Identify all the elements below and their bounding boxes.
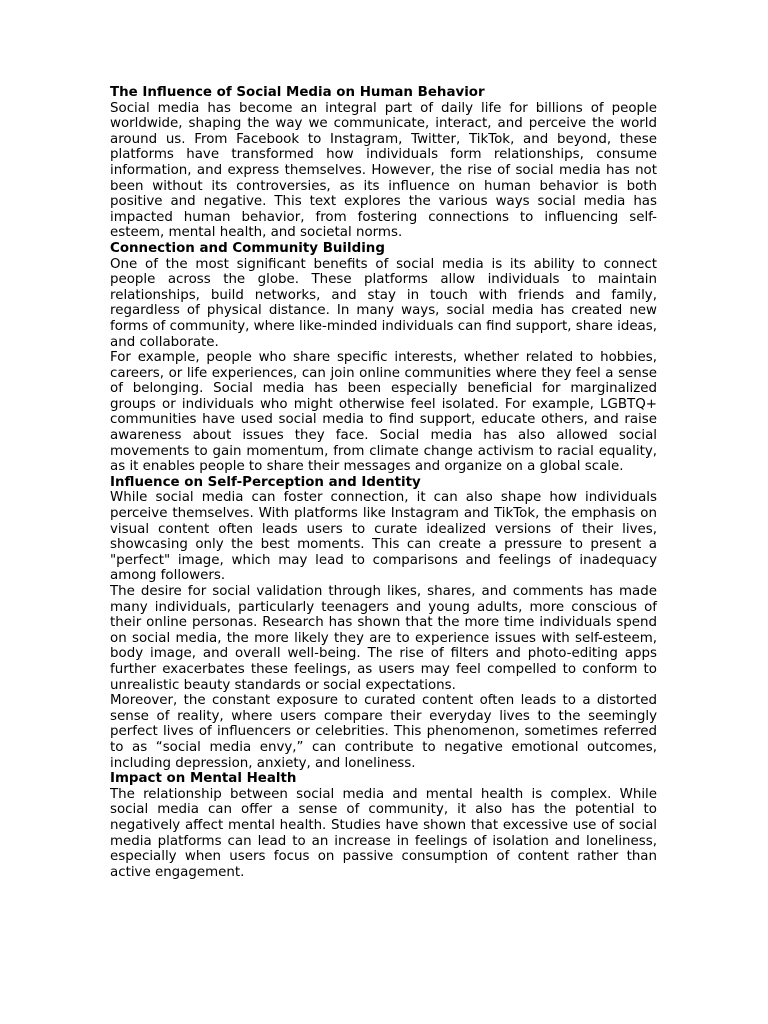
section-paragraph: One of the most significant benefits of social media is its ability to connect people across the globe. These platforms allow individuals to maintain relationships, build networks, and stay in touch with friends and family, regardless of physical distance. In many ways, social media has created new forms of community, where like-minded individuals can find support, share ideas, and collaborate. bbox=[110, 256, 657, 350]
section-heading: Connection and Community Building bbox=[110, 240, 385, 256]
document-page bbox=[110, 85, 657, 880]
intro-paragraph: Social media has become an integral part of daily life for billions of people worldwide, shaping the way we communicate, interact, and perceive the world around us. From Facebook to Instagram, Twitter, TikTok, and beyond, these platforms have transformed how individuals form relationships, consume information, and express themselves. However, the rise of social media has not been without its controversies, as its influence on human behavior is both positive and negative. This text explores the various ways social media has impacted human behavior, from fostering connections to influencing self-esteem, mental health, and societal norms. bbox=[110, 100, 657, 241]
section-self-perception bbox=[110, 475, 657, 771]
document-title: The Influence of Social Media on Human Behavior bbox=[110, 85, 485, 100]
section-mental-health bbox=[110, 771, 657, 880]
section-paragraph: For example, people who share specific interests, whether related to hobbies, careers, or life experiences, can join online communities where they feel a sense of belonging. Social media has been especially beneficial for marginalized groups or individuals who might otherwise feel isolated. For example, LGBTQ+ communities have used social media to find support, educate others, and raise awareness about issues they face. Social media has also allowed social movements to gain momentum, from climate change activism to racial equality, as it enables people to share their messages and organize on a global scale. bbox=[110, 350, 657, 475]
section-paragraph: Moreover, the constant exposure to curated content often leads to a distorted sense of reality, where users compare their everyday lives to the seemingly perfect lives of influencers or celebrities. This phenomenon, sometimes referred to as “social media envy,” can contribute to negative emotional outcomes, including depression, anxiety, and loneliness. bbox=[110, 693, 657, 771]
section-paragraph: While social media can foster connection, it can also shape how individuals perceive themselves. With platforms like Instagram and TikTok, the emphasis on visual content often leads users to curate idealized versions of their lives, showcasing only the best moments. This can create a pressure to present a "perfect" image, which may lead to comparisons and feelings of inadequacy among followers. bbox=[110, 490, 657, 584]
section-connection bbox=[110, 241, 657, 475]
section-heading: Influence on Self-Perception and Identity bbox=[110, 474, 421, 490]
section-heading: Impact on Mental Health bbox=[110, 771, 297, 787]
section-paragraph: The desire for social validation through likes, shares, and comments has made many individuals, particularly teenagers and young adults, more conscious of their online personas. Research has shown that the more time individuals spend on social media, the more likely they are to experience issues with self-esteem, body image, and overall well-being. The rise of filters and photo-editing apps further exacerbates these feelings, as users may feel compelled to conform to unrealistic beauty standards or social expectations. bbox=[110, 584, 657, 693]
section-paragraph: The relationship between social media and mental health is complex. While social media can offer a sense of community, it also has the potential to negatively affect mental health. Studies have shown that excessive use of social media platforms can lead to an increase in feelings of isolation and loneliness, especially when users focus on passive consumption of content rather than active engagement. bbox=[110, 786, 657, 880]
